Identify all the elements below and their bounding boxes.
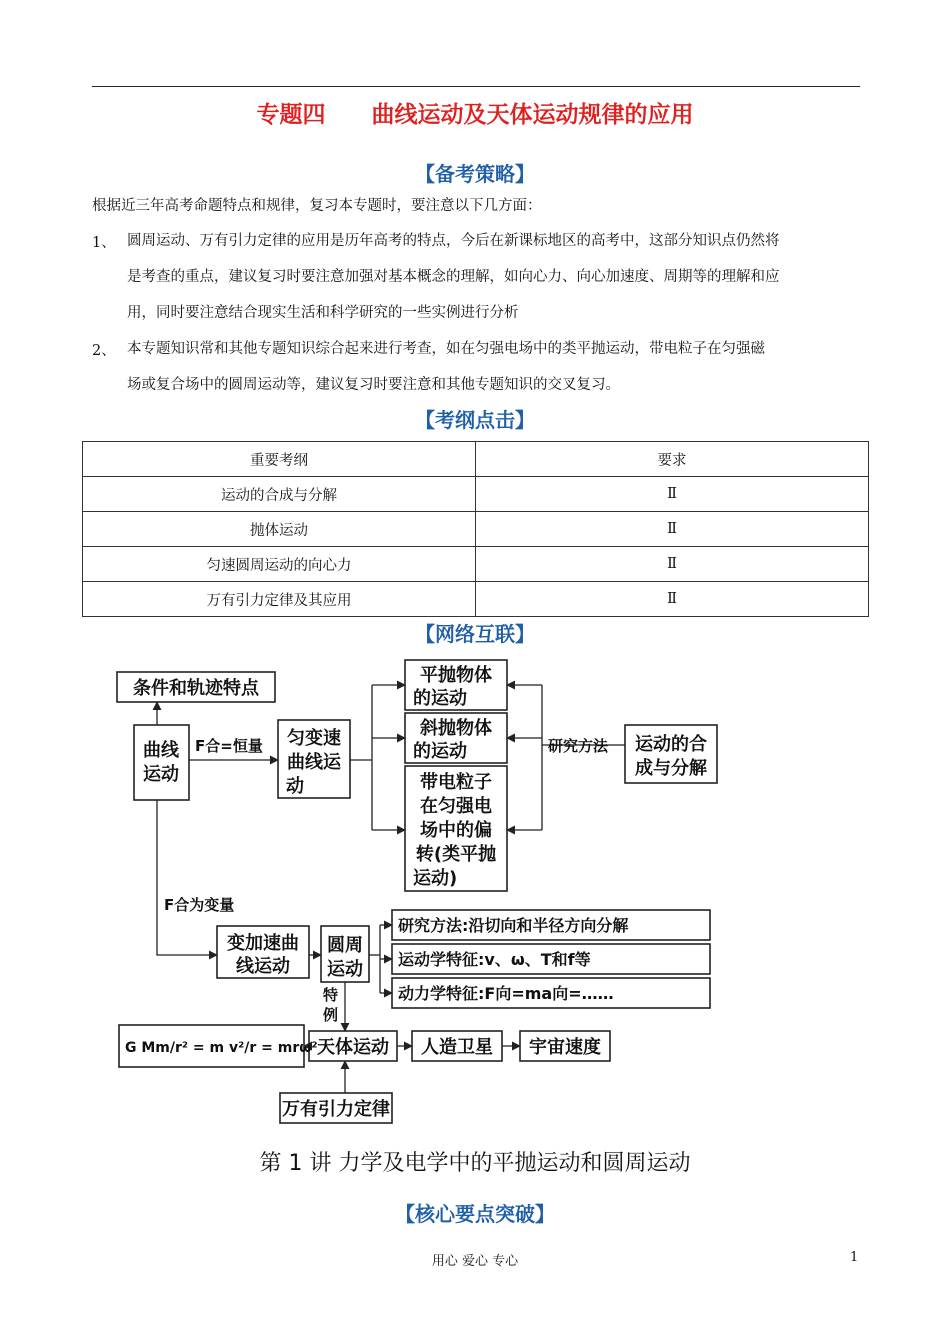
table-row — [83, 512, 869, 547]
table-cell: Ⅱ — [476, 582, 869, 617]
page-number: 1 — [850, 1250, 859, 1265]
footer-motto: 用心 爱心 专心 — [431, 1254, 519, 1269]
outline-table — [82, 441, 869, 617]
title-subject: 曲线运动及天体运动规律的应用 — [371, 102, 694, 128]
point-2-number: 2、 — [92, 343, 116, 359]
label-satellite: 人造卫星 — [421, 1037, 493, 1058]
arrow-to-variable — [157, 800, 217, 955]
label-projectile-2: 的运动 — [413, 688, 467, 709]
intro-text: 根据近三年高考命题特点和规律，复习本专题时，要注意以下几方面： — [92, 198, 542, 214]
label-dynamic: 动力学特征:F向=ma向=…… — [398, 984, 614, 1003]
label-special-2: 例 — [323, 1006, 339, 1024]
top-rule — [92, 86, 860, 87]
table-cell: 抛体运动 — [83, 512, 476, 547]
label-special-1: 特 — [323, 986, 339, 1004]
box-curve — [134, 725, 189, 800]
point-1-number: 1、 — [92, 235, 116, 251]
label-gravitation: 万有引力定律 — [282, 1099, 390, 1120]
label-curve-1: 曲线 — [143, 740, 179, 761]
table-cell: Ⅱ — [476, 512, 869, 547]
label-variable-2: 线运动 — [236, 956, 290, 977]
label-research: 研究方法 — [548, 737, 609, 755]
label-variable-1: 变加速曲 — [227, 933, 299, 954]
label-charged-2: 在匀强电 — [420, 796, 492, 817]
label-cosmic: 宇宙速度 — [529, 1037, 601, 1058]
lecture-title: 第 1 讲 力学及电学中的平抛运动和圆周运动 — [259, 1151, 691, 1176]
point-2-line-2: 场或复合场中的圆周运动等，建议复习时要注意和其他专题知识的交叉复习。 — [127, 377, 620, 393]
label-circular-2: 运动 — [327, 959, 363, 980]
table-row — [83, 477, 869, 512]
page-title — [0, 96, 950, 129]
point-1-line-1: 圆周运动、万有引力定律的应用是历年高考的特点，今后在新课标地区的高考中，这部分知识点仍然将 — [127, 233, 780, 249]
label-curve-2: 运动 — [143, 764, 179, 785]
label-synthesis-1: 运动的合 — [635, 734, 707, 755]
section-strategy: 【备考策略】 — [415, 162, 535, 186]
table-cell: 运动的合成与分解 — [83, 477, 476, 512]
table-header-cell: 要求 — [476, 442, 869, 477]
label-uniform-2: 曲线运 — [287, 752, 341, 773]
table-cell: 匀速圆周运动的向心力 — [83, 547, 476, 582]
section-network: 【网络互联】 — [415, 622, 535, 646]
table-row — [83, 582, 869, 617]
point-1-line-2: 是考查的重点，建议复习时要注意加强对基本概念的理解，如向心力、向心加速度、周期等的理解和应 — [127, 269, 780, 285]
table-cell: Ⅱ — [476, 547, 869, 582]
table-header-cell: 重要考纲 — [83, 442, 476, 477]
label-charged-1: 带电粒子 — [420, 772, 492, 793]
label-oblique-2: 的运动 — [413, 741, 467, 762]
section-outline: 【考纲点击】 — [415, 408, 535, 432]
title-topic: 专题四 — [256, 102, 326, 128]
label-oblique-1: 斜抛物体 — [420, 718, 492, 739]
table-header-row — [83, 442, 869, 477]
table-cell: 万有引力定律及其应用 — [83, 582, 476, 617]
point-1-line-3: 用，同时要注意结合现实生活和科学研究的一些实例进行分析 — [127, 305, 519, 321]
label-uniform-3: 动 — [286, 776, 304, 797]
label-uniform-1: 匀变速 — [287, 728, 341, 749]
section-core: 【核心要点突破】 — [395, 1202, 555, 1226]
table-cell: Ⅱ — [476, 477, 869, 512]
label-method: 研究方法:沿切向和半径方向分解 — [398, 916, 629, 935]
label-charged-4: 转(类平抛 — [415, 844, 497, 865]
label-conditions: 条件和轨迹特点 — [133, 678, 259, 699]
label-synthesis-2: 成与分解 — [635, 758, 707, 779]
label-charged-5: 运动) — [413, 868, 458, 889]
label-formula: G Mm/r² = m v²/r = mrω² — [125, 1040, 318, 1056]
point-2-line-1: 本专题知识常和其他专题知识综合起来进行考查，如在匀强电场中的类平抛运动，带电粒子在匀强磁 — [127, 341, 765, 357]
label-circular-1: 圆周 — [327, 935, 363, 956]
label-f-const: F合=恒量 — [195, 737, 263, 755]
label-f-var: F合为变量 — [164, 896, 235, 914]
label-charged-3: 场中的偏 — [420, 820, 492, 841]
label-projectile-1: 平抛物体 — [420, 665, 492, 686]
label-celestial: 天体运动 — [317, 1037, 389, 1058]
knowledge-network-diagram — [92, 650, 732, 1130]
label-kinematic: 运动学特征:v、ω、T和f等 — [398, 950, 591, 969]
table-row — [83, 547, 869, 582]
